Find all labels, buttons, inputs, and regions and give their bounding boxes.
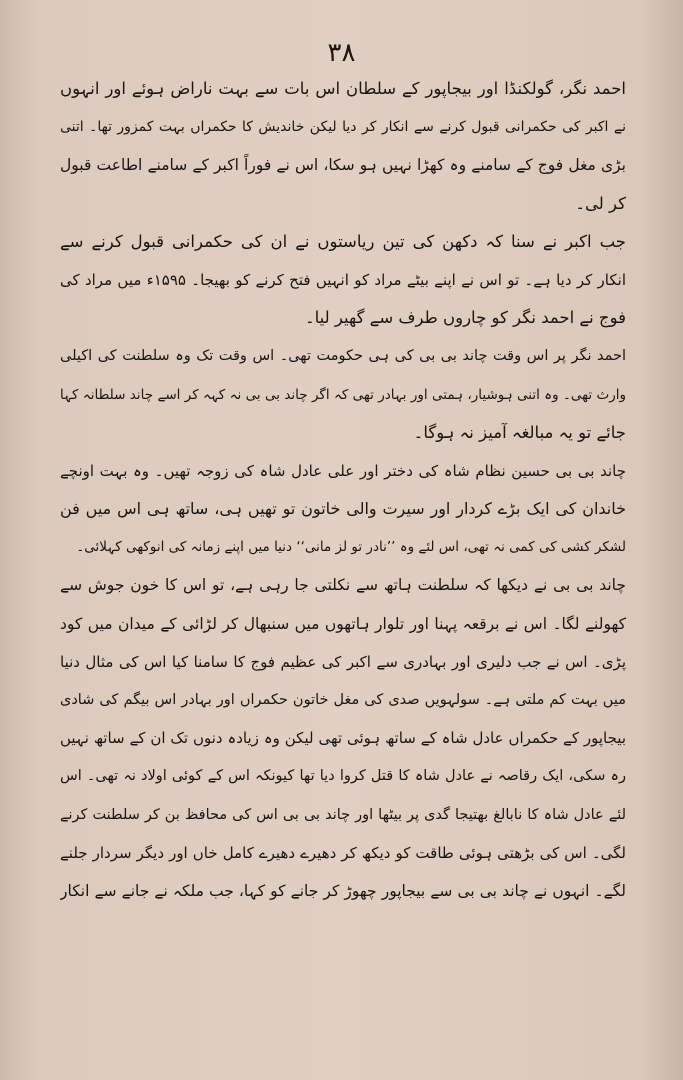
- text-line: احمد نگر پر اس وقت چاند بی بی کی ہی حکومت تھی۔ اس وقت تک وہ سلطنت کی اکیلی: [60, 348, 626, 365]
- text-line: خاندان کی ایک بڑے کردار اور سیرت والی خاتون تو تھیں ہی، ساتھ ہی اس میں فن: [60, 499, 626, 519]
- text-line: بڑی مغل فوج کے سامنے وہ کھڑا نہیں ہو سکا، اس نے فوراً اکبر کے سامنے اطاعت قبول: [60, 156, 626, 175]
- text-line: میں بہت کم ملتی ہے۔ سولہویں صدی کی مغل خاتون حکمراں اور بہادر اس بیگم کی شادی: [60, 692, 626, 708]
- text-line: احمد نگر، گولکنڈا اور بیجاپور کے سلطان اس بات سے بہت ناراض ہوئے اور انہوں: [60, 79, 626, 98]
- text-line: لگی۔ اس کی بڑھتی ہوئی طاقت کو دیکھ کر دھیرے دھیرے کامل خاں اور دیگر سردار جلنے: [60, 843, 626, 862]
- page-text: [60, 70, 626, 910]
- text-line: لشکر کشی کی کمی نہ تھی، اس لئے وہ ’’نادر تو لز مانی‘‘ دنیا میں اپنے زمانہ کی انوکھی کہلائی۔: [76, 539, 626, 556]
- text-line: چاند بی بی نے دیکھا کہ سلطنت ہاتھ سے نکلتی جا رہی ہے، تو اس کا خون جوش سے: [60, 576, 626, 595]
- text-line: کر لی۔: [575, 193, 626, 213]
- text-line: جائے تو یہ مبالغہ آمیز نہ ہوگا۔: [413, 422, 626, 442]
- page-number: ۳۸: [327, 38, 356, 68]
- text-line: نے اکبر کی حکمرانی قبول کرنے سے انکار کر دیا لیکن خاندیش کا حکمراں بہت کمزور تھا۔ اتنی: [60, 119, 626, 136]
- text-line: کھولنے لگا۔ اس نے برقعہ پہنا اور تلوار ہاتھوں میں سنبھال کر لڑائی کے میدان میں کود: [60, 614, 626, 633]
- text-line: پڑی۔ اس نے جب دلیری اور بہادری سے اکبر کی عظیم فوج کا سامنا کیا اس کی مثال دنیا: [60, 652, 626, 671]
- text-line: لئے عادل شاہ کا نابالغ بھتیجا گدی پر بیٹھا اور چاند بی بی اس کی محافظ بن کر سلطنت کرنے: [60, 806, 626, 823]
- text-line: لگے۔ انہوں نے چاند بی بی سے بیجاپور چھوڑ کر جانے کو کہا، جب ملکہ نے جانے سے انکار: [60, 881, 626, 900]
- text-line: جب اکبر نے سنا کہ دکھن کی تین ریاستوں نے ان کی حکمرانی قبول کرنے سے: [60, 231, 626, 251]
- text-line: وارث تھی۔ وہ اتنی ہوشیار، ہمتی اور بہادر تھی کہ اگر چاند بی بی نہ کہہ کر اسے چاند سلطانہ کہا: [60, 386, 626, 403]
- text-line: بیجاپور کے حکمراں عادل شاہ کے ساتھ ہوئی تھی لیکن وہ زیادہ دنوں تک ان کے ساتھ نہیں: [60, 729, 626, 748]
- text-line: چاند بی بی حسین نظام شاہ کی دختر اور علی عادل شاہ کی زوجہ تھیں۔ وہ بہت اونچے: [60, 461, 626, 480]
- text-line: رہ سکی، ایک رقاصہ نے عادل شاہ کا قتل کروا دیا تھا کیونکہ اس کے کوئی اولاد نہ تھی۔ اس: [60, 768, 626, 785]
- text-line: فوج نے احمد نگر کو چاروں طرف سے گھیر لیا۔: [304, 308, 626, 328]
- text-line: انکار کر دیا ہے۔ تو اس نے اپنے بیٹے مراد کو انہیں فتح کرنے کو بھیجا۔ ۱۵۹۵ء میں مراد کی: [60, 270, 626, 289]
